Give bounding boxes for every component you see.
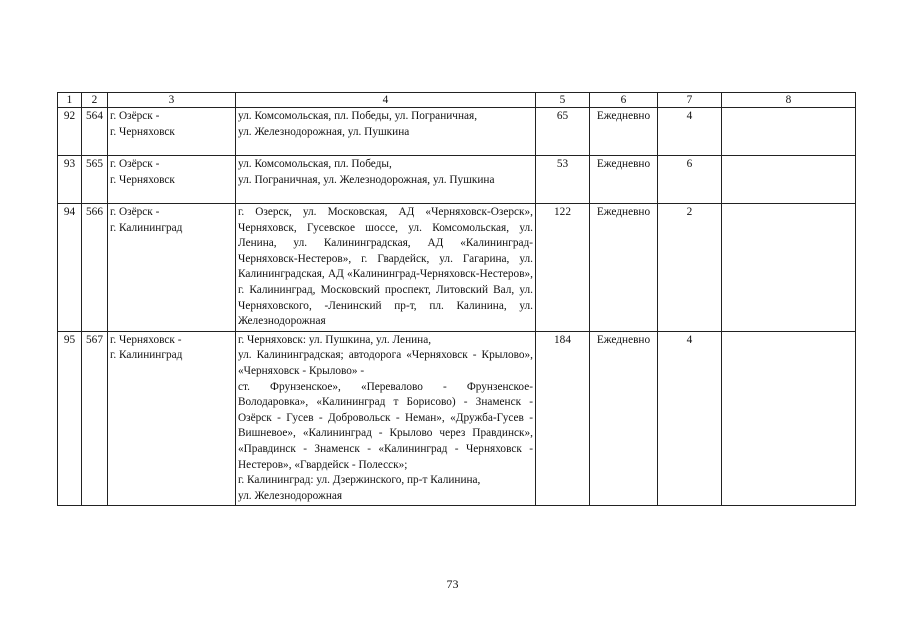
header-cell-3: 3 — [108, 93, 236, 108]
route-number: 567 — [82, 331, 108, 506]
page-number: 73 — [446, 577, 459, 591]
row-index: 93 — [58, 156, 82, 204]
route-frequency: Ежедневно — [590, 204, 658, 332]
route-name: г. Черняховск - г. Калининград — [108, 331, 236, 506]
trip-count: 6 — [658, 156, 722, 204]
route-note — [722, 331, 856, 506]
header-cell-1: 1 — [58, 93, 82, 108]
route-frequency: Ежедневно — [590, 331, 658, 506]
table-row — [58, 108, 856, 156]
route-length: 65 — [536, 108, 590, 156]
row-index: 92 — [58, 108, 82, 156]
route-name: г. Озёрск - г. Калининград — [108, 204, 236, 332]
route-length: 184 — [536, 331, 590, 506]
route-path: г. Озерск, ул. Московская, АД «Черняховск-Озерск», Черняховск, Гусевское шоссе, ул. Комсомольская, ул. Ленина, ул. Калининградская, АД «Калининград-Черняховск-Нестеров», г. Гвардейск, ул. Гагарина, ул. Калининградская, АД «Калининград-Черняховск-Нестеров», г. Калининград, Московский проспект, Литовский Вал, ул. Черняховского, -Ленинский пр-т, пл. Калинина, ул. Железнодорожная — [236, 204, 536, 332]
trip-count: 4 — [658, 331, 722, 506]
header-cell-8: 8 — [722, 93, 856, 108]
route-frequency: Ежедневно — [590, 156, 658, 204]
route-note — [722, 204, 856, 332]
route-length: 53 — [536, 156, 590, 204]
route-number: 564 — [82, 108, 108, 156]
route-number: 566 — [82, 204, 108, 332]
trip-count: 2 — [658, 204, 722, 332]
header-cell-4: 4 — [236, 93, 536, 108]
route-path: ул. Комсомольская, пл. Победы, ул. Пограничная, ул. Железнодорожная, ул. Пушкина — [236, 156, 536, 204]
row-index: 95 — [58, 331, 82, 506]
table-row — [58, 156, 856, 204]
route-path: ул. Комсомольская, пл. Победы, ул. Пограничная, ул. Железнодорожная, ул. Пушкина — [236, 108, 536, 156]
header-cell-7: 7 — [658, 93, 722, 108]
route-number: 565 — [82, 156, 108, 204]
row-index: 94 — [58, 204, 82, 332]
table-row — [58, 331, 856, 506]
route-frequency: Ежедневно — [590, 108, 658, 156]
header-cell-6: 6 — [590, 93, 658, 108]
header-row — [58, 93, 856, 108]
table-row — [58, 204, 856, 332]
route-length: 122 — [536, 204, 590, 332]
trip-count: 4 — [658, 108, 722, 156]
route-name: г. Озёрск - г. Черняховск — [108, 108, 236, 156]
header-cell-5: 5 — [536, 93, 590, 108]
route-note — [722, 108, 856, 156]
routes-table — [57, 92, 856, 506]
route-name: г. Озёрск - г. Черняховск — [108, 156, 236, 204]
route-path: г. Черняховск: ул. Пушкина, ул. Ленина, ул. Калининградская; автодорога «Черняховск - Крылово», «Черняховск - Крылово» - ст. Фрунзенское», «Перевалово - Фрунзенское-Володаровка», «Калининград т Борисово) - Знаменск - Озёрск - Гусев - Добровольск - Неман», «Дружба-Гусев - Вишневое», «Калининград - Крылово через Правдинск», «Правдинск - Знаменск - «Калининград - Черняховск - Нестеров», «Гвардейск - Полесск»; г. Калининград: ул. Дзержинского, пр-т Калинина, ул. Железнодорожная — [236, 331, 536, 506]
route-note — [722, 156, 856, 204]
header-cell-2: 2 — [82, 93, 108, 108]
